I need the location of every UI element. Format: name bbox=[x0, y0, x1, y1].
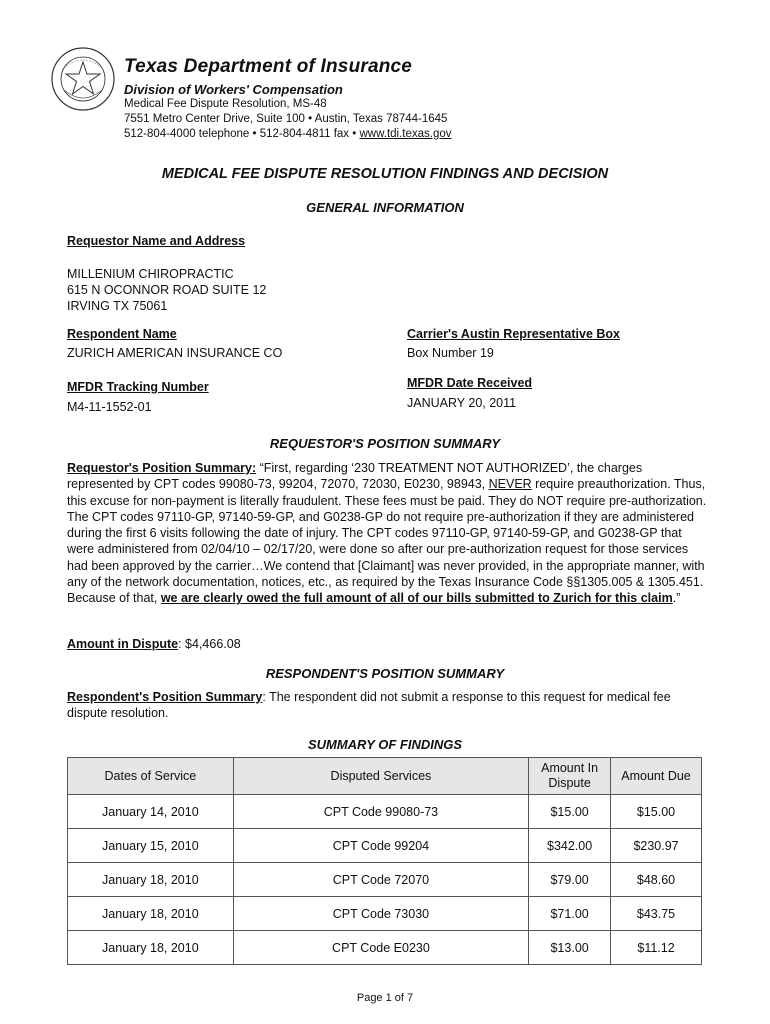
amount-due-cell: $43.75 bbox=[611, 897, 702, 931]
requestor-position-label: Requestor's Position Summary: bbox=[67, 461, 257, 475]
amount-due-cell: $15.00 bbox=[611, 795, 702, 829]
summary-of-findings-heading: SUMMARY OF FINDINGS bbox=[307, 737, 463, 752]
respondent-position-label: Respondent's Position Summary bbox=[67, 690, 263, 704]
page-number: Page 1 of 7 bbox=[356, 992, 414, 1004]
phone-fax-text: 512-804-4000 telephone • 512-804-4811 fax • bbox=[124, 128, 360, 140]
requestor-position-text-3: .” bbox=[672, 591, 681, 606]
requestor-position-paragraph bbox=[67, 460, 707, 607]
requestor-position-text-2: require preauthorization. Thus, this excuse for non-payment is literally fraudulent. These fees must be paid. They do NOT require pre-authorization. The CPT codes 97110-GP, 97140-59-GP, and G0238-GP do not require pre-authorization if they are administered during the first 6 visits following the date of injury. The CPT codes 97110-GP, 97140-59-GP, and G0238-GP that were administered from 02/04/10 – 02/17/20, were done so after our pre-authorization request for those services had been approved by the carrier…We contend that [Claimant] was never provided, in the appropriate manner, with any of the network documentation, notices, etc., as required by the Texas Insurance Code §§1305.005 & 1305.451. Because of that, bbox=[67, 477, 707, 606]
respondent-position-paragraph bbox=[67, 689, 707, 722]
requestor-street: 615 N OCONNOR ROAD SUITE 12 bbox=[67, 283, 267, 297]
unit-line: Medical Fee Dispute Resolution, MS-48 bbox=[124, 98, 327, 110]
amount-in-dispute-cell: $71.00 bbox=[529, 897, 611, 931]
disputed-service-cell: CPT Code 72070 bbox=[233, 863, 528, 897]
respondent-position-heading: RESPONDENT'S POSITION SUMMARY bbox=[265, 666, 505, 681]
general-information-heading: GENERAL INFORMATION bbox=[306, 200, 464, 215]
division-name: Division of Workers' Compensation bbox=[124, 82, 343, 97]
respondent-position-text: : The respondent did not submit a response to this request for medical fee dispute resolution. bbox=[67, 690, 671, 721]
date-of-service-cell: January 18, 2010 bbox=[68, 931, 234, 965]
address-line: 7551 Metro Center Drive, Suite 100 • Austin, Texas 78744-1645 bbox=[124, 113, 448, 125]
requestor-name: MILLENIUM CHIROPRACTIC bbox=[67, 267, 234, 281]
requestor-city: IRVING TX 75061 bbox=[67, 299, 168, 313]
disputed-service-cell: CPT Code E0230 bbox=[233, 931, 528, 965]
disputed-service-cell: CPT Code 99080-73 bbox=[233, 795, 528, 829]
carrier-box-value: Box Number 19 bbox=[407, 346, 494, 360]
date-of-service-cell: January 14, 2010 bbox=[68, 795, 234, 829]
column-header: Amount Due bbox=[611, 758, 702, 795]
letterhead bbox=[124, 56, 452, 142]
date-of-service-cell: January 18, 2010 bbox=[68, 863, 234, 897]
amount-in-dispute-value: : $4,466.08 bbox=[178, 637, 241, 651]
contact-line bbox=[124, 127, 452, 142]
carrier-box-label: Carrier's Austin Representative Box bbox=[407, 327, 621, 341]
amount-in-dispute-cell: $13.00 bbox=[529, 931, 611, 965]
date-of-service-cell: January 18, 2010 bbox=[68, 897, 234, 931]
date-received-label: MFDR Date Received bbox=[407, 376, 533, 390]
disputed-service-cell: CPT Code 73030 bbox=[233, 897, 528, 931]
tracking-number-value: M4-11-1552-01 bbox=[67, 400, 152, 414]
agency-name: Texas Department of Insurance bbox=[124, 56, 413, 77]
requestor-position-heading: REQUESTOR'S POSITION SUMMARY bbox=[269, 436, 501, 451]
respondent-label: Respondent Name bbox=[67, 327, 177, 341]
texas-state-seal-icon bbox=[50, 46, 116, 112]
amount-due-cell: $11.12 bbox=[611, 931, 702, 965]
amount-due-cell: $230.97 bbox=[611, 829, 702, 863]
requestor-position-text-1: “First, regarding ‘230 TREATMENT NOT AUTHORIZED’, the charges represented by CPT codes 99080-73, 99204, 72070, 72030, E0230, 98943, bbox=[67, 461, 643, 492]
never-emphasis: NEVER bbox=[488, 477, 532, 492]
amount-in-dispute-cell: $342.00 bbox=[529, 829, 611, 863]
table-row bbox=[68, 931, 702, 965]
amount-in-dispute-cell: $15.00 bbox=[529, 795, 611, 829]
amount-in-dispute bbox=[67, 636, 241, 652]
table-row bbox=[68, 795, 702, 829]
disputed-service-cell: CPT Code 99204 bbox=[233, 829, 528, 863]
column-header: Dates of Service bbox=[68, 758, 234, 795]
website-link[interactable]: www.tdi.texas.gov bbox=[359, 128, 452, 140]
document-title: MEDICAL FEE DISPUTE RESOLUTION FINDINGS AND DECISION bbox=[161, 166, 609, 182]
date-received-value: JANUARY 20, 2011 bbox=[407, 396, 517, 410]
date-of-service-cell: January 15, 2010 bbox=[68, 829, 234, 863]
table-header-row bbox=[68, 758, 702, 795]
tracking-number-label: MFDR Tracking Number bbox=[67, 380, 209, 394]
table-row bbox=[68, 897, 702, 931]
owed-emphasis: we are clearly owed the full amount of all of our bills submitted to Zurich for this claim bbox=[160, 591, 673, 606]
amount-in-dispute-label: Amount in Dispute bbox=[67, 637, 179, 651]
amount-due-cell: $48.60 bbox=[611, 863, 702, 897]
respondent-name: ZURICH AMERICAN INSURANCE CO bbox=[67, 346, 283, 360]
requestor-label: Requestor Name and Address bbox=[67, 234, 246, 248]
column-header: Disputed Services bbox=[233, 758, 528, 795]
findings-table bbox=[67, 757, 702, 965]
column-header: Amount In Dispute bbox=[529, 758, 611, 795]
requestor-address bbox=[67, 266, 266, 314]
table-row bbox=[68, 829, 702, 863]
amount-in-dispute-cell: $79.00 bbox=[529, 863, 611, 897]
table-row bbox=[68, 863, 702, 897]
